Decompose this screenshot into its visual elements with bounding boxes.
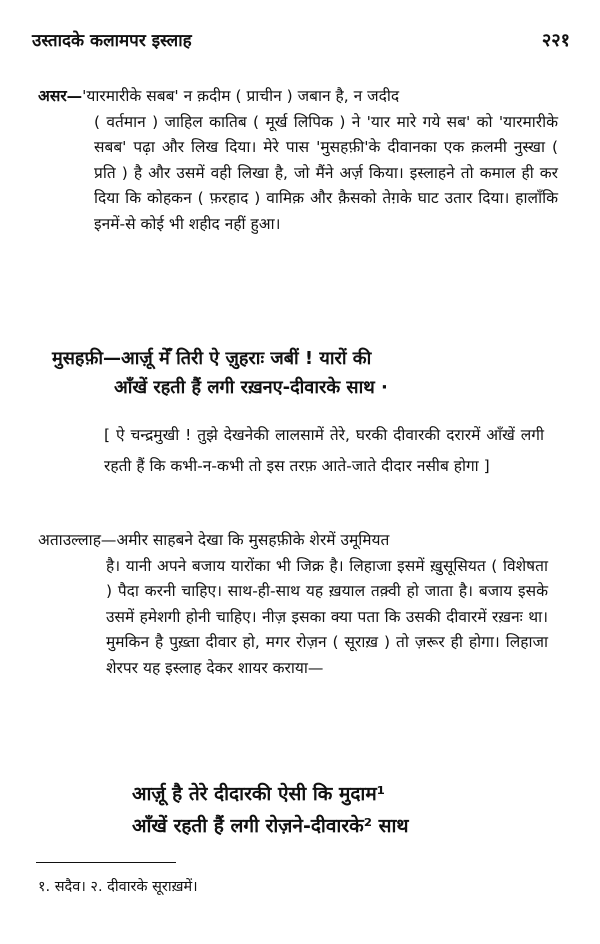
paragraph-ataullah xyxy=(38,528,548,682)
verse-text: आर्ज़ू मेँ तिरी ऐ ज़ुहराः जबीं ! यारों की xyxy=(121,348,372,369)
verse-line-2: आँखें रहती हैं लगी रोज़ने-दीवारके² साथ xyxy=(132,815,409,837)
page-header xyxy=(32,28,570,52)
verse-mushafi xyxy=(52,344,562,402)
verse-line-1 xyxy=(52,344,562,373)
speaker-label: अताउल्लाह— xyxy=(38,531,117,549)
verse-corrected xyxy=(132,778,552,842)
paragraph-first-text: अमीर साहबने देखा कि मुसहफ़ीके शेरमें उमूमियत xyxy=(116,531,390,549)
verse-translation: [ ऐ चन्द्रमुखी ! तुझे देखनेकी लालसामें तेरे, घरकी दीवारकी दरारमें आँखें लगी रहती हैं कि कभी-न-कभी तो इस तरफ़ आते-जाते दीदार नसीब होगा ] xyxy=(104,426,544,475)
paragraph-body: है। यानी अपने बजाय यारोंका भी जिक्र है। लिहाजा इसमें ख़ुसूसियत ( विशेषता ) पैदा करनी चाहिए। साथ-ही-साथ यह ख़याल तक़्वी हो जाता है। बजाय इसके उसमें हमेशगी होनी चाहिए। नीज़ इसका क्या पता कि उसकी दीवारमें रख़नः था। मुमकिन है पुख़्ता दीवार हो, मगर रोज़न ( सूराख़ ) तो ज़रूर ही होगा। लिहाजा शेरपर यह इस्लाह देकर शायर कराया— xyxy=(106,556,548,677)
running-title: उस्तादके कलामपर इस्लाह xyxy=(32,31,192,51)
paragraph-asar xyxy=(38,84,558,340)
speaker-label: असर— xyxy=(38,87,83,105)
footnote: १. सदैव। २. दीवारके सूराख़में। xyxy=(38,879,198,895)
paragraph-first-line xyxy=(38,528,548,554)
page-number: २२१ xyxy=(541,30,570,51)
paragraph-first-text: 'यारमारीके सबब' न क़दीम ( प्राचीन ) जबान है, न जदीद xyxy=(82,87,400,105)
speaker-label: मुसहफ़ी— xyxy=(52,348,122,369)
verse-line-1: आर्ज़ू है तेरे दीदारकी ऐसी कि मुदाम¹ xyxy=(132,783,386,805)
paragraph-first-line xyxy=(38,84,558,110)
paragraph-body: ( वर्तमान ) जाहिल कातिब ( मूर्ख लिपिक ) ने 'यार मारे गये सब' को 'यारमारीके सबब' पढ़ा और लिख दिया। मेरे पास 'मुसहफ़ी'के दीवानका एक क़लमी नुस्खा ( प्रति ) है और उसमें वही लिखा है, जो मैंने अर्ज़ किया। इस्लाहने तो कमाल ही कर दिया कि कोहकन ( फ़रहाद ) वामिक़ और क़ैसको तेग़के घाट उतार दिया। हालाँकि इनमें-से कोई भी शहीद नहीं हुआ। xyxy=(94,112,558,233)
footnote-divider xyxy=(36,862,176,863)
verse-line-2: आँखें रहती हैं लगी रख़नए-दीवारके साथ · xyxy=(114,377,388,398)
